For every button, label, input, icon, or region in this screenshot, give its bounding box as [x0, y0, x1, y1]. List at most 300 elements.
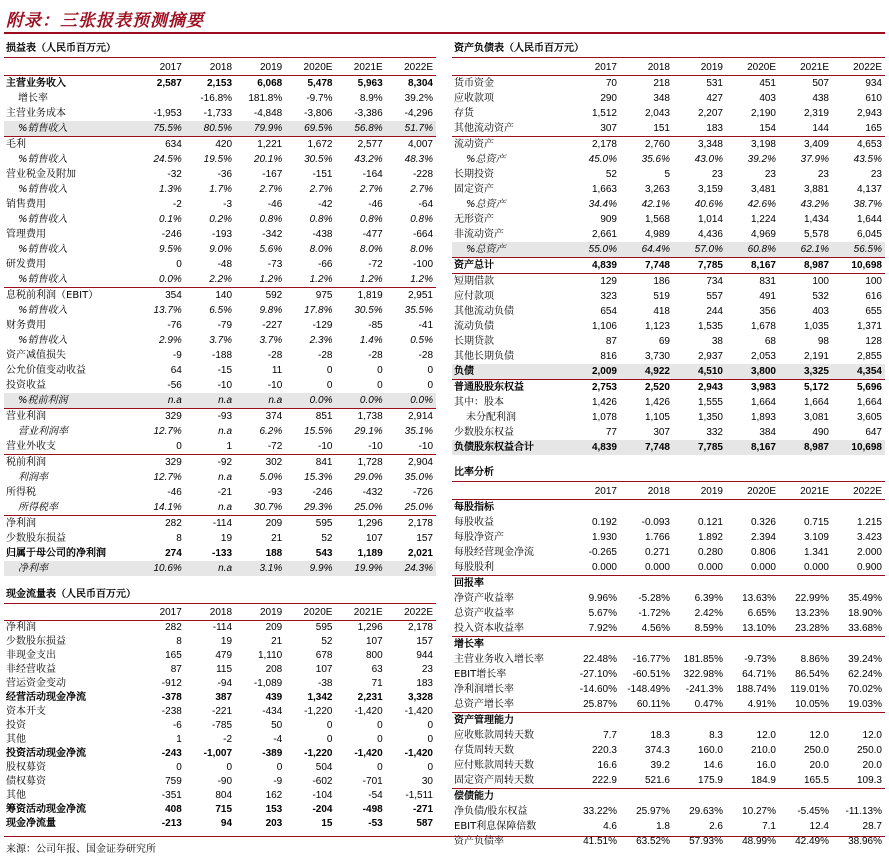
cell-value	[567, 576, 620, 592]
cell-value: 678	[315, 650, 333, 661]
cell-value: 42.6%	[747, 199, 776, 210]
cell-value: 209	[235, 516, 285, 532]
cell-value: 8.0%	[309, 244, 333, 255]
cell-value: 0.47%	[694, 699, 723, 710]
cell-value: -76	[167, 320, 182, 331]
row-label: 主营业务成本	[6, 108, 66, 119]
cell-value	[620, 713, 673, 729]
cell-value: 10,698	[832, 440, 885, 455]
cell-value: -93	[185, 409, 235, 425]
cell-value: 10,698	[832, 258, 885, 274]
row-label: 净利润增长率	[454, 684, 514, 695]
cell-value: 16.0	[756, 760, 776, 771]
cell-value: 0	[377, 720, 383, 731]
row-label: 投资	[6, 720, 26, 731]
row-label: 负债	[452, 364, 567, 380]
cell-value: 29.0%	[354, 472, 383, 483]
cell-value: 4,007	[386, 137, 436, 153]
table-row	[452, 349, 885, 364]
cell-value: 6,068	[257, 78, 283, 89]
row-label: 资产总计	[452, 258, 567, 274]
cell-value: 491	[759, 291, 776, 302]
cell-value	[673, 789, 726, 805]
cell-value: 0	[377, 380, 383, 391]
header-blank	[4, 606, 135, 621]
cell-value: 25.87%	[583, 699, 617, 710]
cell-value: 2,937	[697, 351, 723, 362]
cell-value: 1,342	[307, 692, 333, 703]
table-row	[4, 212, 436, 227]
cell-value: -73	[267, 259, 283, 270]
row-label: %销售收入	[18, 335, 68, 346]
cell-value: 6.65%	[747, 608, 776, 619]
cell-value: -1,089	[253, 678, 283, 689]
cell-value	[567, 500, 620, 516]
cell-value: 184.9	[750, 775, 776, 786]
header-blank	[4, 60, 135, 76]
cell-value: 29.3%	[304, 502, 333, 513]
cell-value: 15.5%	[304, 426, 333, 437]
cell-value: 0.192	[591, 517, 617, 528]
cell-value: 3.7%	[259, 335, 283, 346]
ratio-analysis-table	[452, 484, 885, 849]
cell-value: 5,172	[779, 380, 832, 396]
cell-value: 23	[711, 169, 723, 180]
year-header: 2022E	[832, 484, 885, 500]
cell-value: 329	[135, 455, 185, 471]
row-label: 财务费用	[6, 320, 46, 331]
cell-value: 1,426	[591, 397, 617, 408]
table-row	[452, 758, 885, 773]
year-header: 2021E	[779, 484, 832, 500]
table-row	[4, 621, 436, 636]
cell-value: 4.6	[603, 821, 617, 832]
cell-value: -94	[217, 678, 233, 689]
cell-value: 9.96%	[588, 593, 617, 604]
cell-value: 302	[235, 455, 285, 471]
cell-value: 0.8%	[309, 214, 333, 225]
row-label: 非经营收益	[6, 664, 56, 675]
cell-value: 8.86%	[800, 654, 829, 665]
cell-value: 0.0%	[159, 274, 182, 285]
row-label: 每股指标	[454, 502, 494, 513]
row-label: 营运资金变动	[6, 678, 66, 689]
year-header-row	[4, 606, 436, 621]
cell-value: 3.423	[856, 532, 882, 543]
cell-value: 186	[620, 274, 673, 290]
cell-value: 107	[366, 636, 383, 647]
cell-value: 1.892	[697, 532, 723, 543]
cell-value: -1,220	[304, 706, 333, 717]
cell-value: 41.51%	[583, 836, 617, 847]
cell-value: -246	[161, 229, 182, 240]
cell-value: 0	[326, 720, 333, 731]
year-header: 2018	[620, 60, 673, 76]
row-label: %总资产	[466, 199, 506, 210]
table-row	[4, 733, 436, 747]
cell-value	[779, 500, 832, 516]
cell-value: 1,035	[803, 321, 829, 332]
cell-value: -46	[267, 199, 283, 210]
cell-value: 0.121	[697, 517, 723, 528]
cell-value: 1,110	[257, 650, 283, 661]
cell-value: 21	[271, 636, 283, 647]
cell-value: -238	[161, 706, 182, 717]
cell-value: 160.0	[697, 745, 723, 756]
cell-value: n.a	[218, 472, 233, 483]
cell-value: 19.5%	[203, 154, 233, 165]
cell-value: 57.93%	[689, 836, 723, 847]
cell-value: 71	[371, 678, 383, 689]
table-row	[452, 319, 885, 334]
table-row	[4, 227, 436, 242]
cell-value: -10	[368, 441, 383, 452]
row-label: 所得税	[6, 487, 36, 498]
cell-value: 816	[600, 351, 617, 362]
cell-value: 1.215	[856, 517, 882, 528]
cell-value: n.a	[185, 393, 235, 409]
cell-value: 934	[865, 78, 882, 89]
cell-value: 0.0%	[285, 393, 335, 409]
cell-value: 119.01%	[790, 684, 829, 695]
year-header: 2017	[567, 484, 620, 500]
cell-value: -241.3%	[685, 684, 723, 695]
cell-value: 1.4%	[359, 335, 383, 346]
cell-value: 2.6	[709, 821, 723, 832]
cell-value: 157	[416, 533, 433, 544]
cell-value: 209	[265, 622, 283, 633]
table-row	[452, 637, 885, 653]
row-label: 利润率	[18, 472, 48, 483]
cell-value: 5,696	[832, 380, 885, 396]
cell-value: 2,661	[591, 229, 617, 240]
cell-value: -701	[362, 776, 383, 787]
table-row	[452, 743, 885, 758]
cell-value: 14.1%	[153, 502, 182, 513]
year-header: 2020E	[726, 484, 779, 500]
cell-value: -1.72%	[638, 608, 670, 619]
cell-value: -438	[312, 229, 333, 240]
cell-value: 2,914	[386, 409, 436, 425]
cell-value: 0.000	[697, 562, 723, 573]
cell-value: 427	[706, 93, 723, 104]
cell-value: 2,207	[697, 108, 723, 119]
ratio-analysis-title: 比率分析	[452, 464, 885, 482]
row-label: 公允价值变动收益	[6, 365, 86, 376]
table-row	[4, 378, 436, 393]
row-label: 净利润	[4, 516, 135, 532]
cell-value	[832, 576, 885, 592]
table-row	[452, 819, 885, 834]
cell-value	[673, 576, 726, 592]
cell-value: 15.3%	[304, 472, 333, 483]
cell-value: 1,664	[750, 397, 776, 408]
row-label: 无形资产	[454, 214, 494, 225]
row-label: 普通股股东权益	[452, 380, 567, 396]
cell-value: 532	[812, 291, 829, 302]
cell-value: 183	[706, 123, 723, 134]
table-row	[452, 258, 885, 274]
row-label: 销售费用	[6, 199, 46, 210]
cell-value: 715	[215, 804, 233, 815]
row-label: %销售收入	[4, 121, 135, 137]
cell-value: -64	[418, 199, 433, 210]
table-row	[452, 410, 885, 425]
cell-value: -6	[172, 720, 182, 731]
cell-value: 0.900	[856, 562, 882, 573]
cell-value	[673, 713, 726, 729]
year-header: 2019	[673, 484, 726, 500]
row-label: 每股经营现金净流	[454, 547, 534, 558]
cell-value: 0.000	[803, 562, 829, 573]
cell-value: 374.3	[644, 745, 670, 756]
table-row	[4, 303, 436, 318]
cell-value: 4.56%	[641, 623, 670, 634]
row-label: 其中：股本	[454, 397, 504, 408]
row-label: 应付款项	[454, 291, 494, 302]
cell-value: 43.2%	[800, 199, 829, 210]
cell-value: 151	[653, 123, 670, 134]
cell-value: 4,839	[567, 258, 620, 274]
table-row	[4, 288, 436, 304]
year-header: 2019	[235, 60, 285, 76]
cell-value: 77	[605, 427, 617, 438]
row-label: 毛利	[4, 137, 135, 153]
row-label: 存货周转天数	[454, 745, 514, 756]
cell-value	[620, 500, 673, 516]
cell-value: 841	[285, 455, 335, 471]
cell-value: 1,664	[803, 397, 829, 408]
cell-value: 62.24%	[848, 669, 882, 680]
cell-value: 1,221	[235, 137, 285, 153]
cell-value: n.a	[218, 426, 233, 437]
row-label: 每股股利	[454, 562, 494, 573]
cell-value: 3,348	[673, 137, 726, 153]
cell-value: 157	[416, 636, 433, 647]
income-statement-table	[4, 60, 436, 576]
cell-value: 0.326	[750, 517, 776, 528]
table-row	[4, 318, 436, 333]
cell-value: -133	[212, 548, 233, 559]
cell-value: 490	[812, 427, 829, 438]
table-row	[4, 409, 436, 425]
cell-value: -41	[418, 320, 433, 331]
table-row	[452, 274, 885, 290]
table-row	[452, 682, 885, 697]
cell-value: -90	[217, 776, 233, 787]
row-label: 长期投资	[454, 169, 494, 180]
cell-value: -93	[267, 487, 283, 498]
cell-value: -167	[262, 169, 283, 180]
year-header: 2017	[135, 606, 185, 621]
cell-value: 1,371	[856, 321, 882, 332]
cell-value: 12.0	[756, 730, 776, 741]
cell-value: 218	[653, 78, 670, 89]
cell-value: 183	[416, 678, 433, 689]
cell-value: 975	[285, 288, 335, 304]
cell-value: 8,987	[779, 258, 832, 274]
balance-sheet-panel	[452, 40, 885, 453]
cell-value: -498	[362, 804, 383, 815]
cell-value: 63.52%	[636, 836, 670, 847]
cell-value: 3,325	[779, 364, 832, 380]
cell-value: 6.5%	[209, 305, 233, 316]
table-row	[452, 121, 885, 137]
cell-value: -1,953	[153, 108, 182, 119]
cell-value: 0	[377, 762, 383, 773]
cell-value: 48.99%	[742, 836, 776, 847]
table-row	[4, 455, 436, 471]
cell-value: 2.394	[750, 532, 776, 543]
cell-value: 12.7%	[153, 426, 182, 437]
row-label: 应付账款周转天数	[454, 760, 534, 771]
cash-flow-table	[4, 606, 436, 831]
cell-value: 2,053	[750, 351, 776, 362]
table-row	[452, 182, 885, 197]
cell-value: -66	[318, 259, 333, 270]
cell-value: 7.1	[762, 821, 776, 832]
cell-value: 2,753	[567, 380, 620, 396]
cell-value: -11.13%	[845, 806, 882, 817]
cell-value: 0	[427, 380, 433, 391]
cell-value: 1,014	[697, 214, 723, 225]
cell-value: 0.5%	[410, 335, 433, 346]
cell-value: -56	[167, 380, 182, 391]
cell-value: 39.2	[650, 760, 670, 771]
cell-value: -10	[267, 380, 283, 391]
cell-value: 162	[265, 790, 283, 801]
cell-value: 2,319	[803, 108, 829, 119]
cell-value: -1,420	[404, 748, 433, 759]
cell-value: -48	[217, 259, 233, 270]
table-row	[452, 425, 885, 440]
cell-value	[726, 576, 779, 592]
cell-value: 109.3	[856, 775, 882, 786]
row-label: 营业外收支	[6, 441, 56, 452]
cell-value: 2,178	[567, 137, 620, 153]
table-row	[452, 667, 885, 682]
table-row	[4, 531, 436, 546]
cell-value: -129	[312, 320, 333, 331]
table-row	[4, 561, 436, 576]
table-row	[452, 606, 885, 621]
row-label: EBIT增长率	[454, 669, 507, 680]
year-header: 2021E	[335, 606, 385, 621]
cell-value: 1,738	[335, 409, 385, 425]
table-row	[452, 167, 885, 182]
year-header: 2021E	[779, 60, 832, 76]
cell-value: -477	[362, 229, 383, 240]
cell-value: 531	[706, 78, 723, 89]
cell-value: 181.8%	[248, 93, 283, 104]
cell-value: 5,478	[307, 78, 333, 89]
cell-value: 356	[759, 306, 776, 317]
cell-value: 0.8%	[410, 214, 433, 225]
cell-value: 0	[326, 380, 333, 391]
cell-value: -193	[212, 229, 233, 240]
cell-value: 8,987	[779, 440, 832, 455]
row-label: 每股净资产	[454, 532, 504, 543]
cell-value: 208	[265, 664, 283, 675]
row-label: 资产负债率	[454, 836, 504, 847]
row-label: 负债股东权益合计	[452, 440, 567, 455]
cell-value: 10.6%	[135, 561, 185, 576]
cell-value: 79.9%	[235, 121, 285, 137]
cell-value: 11	[271, 365, 283, 376]
cell-value: 1,893	[750, 412, 776, 423]
cell-value: -114	[212, 622, 233, 633]
cell-value: 8.9%	[359, 93, 383, 104]
cell-value: 60.11%	[636, 699, 670, 710]
row-label: %总资产	[452, 242, 567, 258]
cell-value: n.a	[218, 502, 233, 513]
cell-value	[779, 576, 832, 592]
cell-value: -228	[412, 169, 433, 180]
cell-value: -726	[412, 487, 433, 498]
cell-value: 128	[865, 336, 882, 347]
cell-value: -151	[312, 169, 333, 180]
cell-value: 2.2%	[209, 274, 233, 285]
cell-value: 1,434	[803, 214, 829, 225]
table-row	[4, 470, 436, 485]
row-label: 回报率	[452, 576, 567, 592]
cell-value: 282	[165, 622, 182, 633]
page-title: 附录：三张报表预测摘要	[6, 11, 204, 31]
cell-value: 3.1%	[235, 561, 285, 576]
cell-value: -3,806	[304, 108, 333, 119]
row-label: 流动负债	[454, 321, 494, 332]
row-label: EBIT利息保障倍数	[454, 821, 537, 832]
cell-value: -38	[318, 678, 333, 689]
cell-value: 4,989	[644, 229, 670, 240]
cell-value: 439	[265, 692, 283, 703]
cell-value: 8	[176, 533, 182, 544]
row-label: 股权募资	[6, 762, 46, 773]
cell-value: 0.0%	[386, 393, 436, 409]
cell-value: 1,644	[856, 214, 882, 225]
cell-value: -4,848	[253, 108, 283, 119]
cell-value: 0.000	[644, 562, 670, 573]
cell-value: 1.2%	[259, 274, 283, 285]
cell-value: 1,512	[591, 108, 617, 119]
cell-value: 2.7%	[410, 184, 433, 195]
row-label: 少数股东损益	[6, 533, 66, 544]
cell-value: 504	[315, 762, 333, 773]
cell-value: 9.8%	[259, 305, 283, 316]
table-row	[4, 761, 436, 775]
year-header-row	[4, 60, 436, 76]
cell-value: -3	[223, 199, 233, 210]
cell-value: -148.49%	[627, 684, 670, 695]
cell-value: 20.1%	[253, 154, 283, 165]
cell-value: -28	[418, 350, 433, 361]
row-label: 所得税率	[18, 502, 58, 513]
cell-value: 14.6	[703, 760, 723, 771]
cell-value: 24.5%	[153, 154, 182, 165]
table-row	[4, 516, 436, 532]
cell-value: 48.3%	[404, 154, 433, 165]
cell-value: 519	[653, 291, 670, 302]
cell-value: 1,189	[357, 548, 383, 559]
header-blank	[452, 60, 567, 76]
cell-value: 0	[427, 720, 433, 731]
row-label: 偿债能力	[452, 789, 567, 805]
cell-value: 2.3%	[309, 335, 333, 346]
cell-value: 479	[215, 650, 233, 661]
cell-value	[567, 713, 620, 729]
table-row	[452, 440, 885, 455]
cell-value: 3,263	[644, 184, 670, 195]
